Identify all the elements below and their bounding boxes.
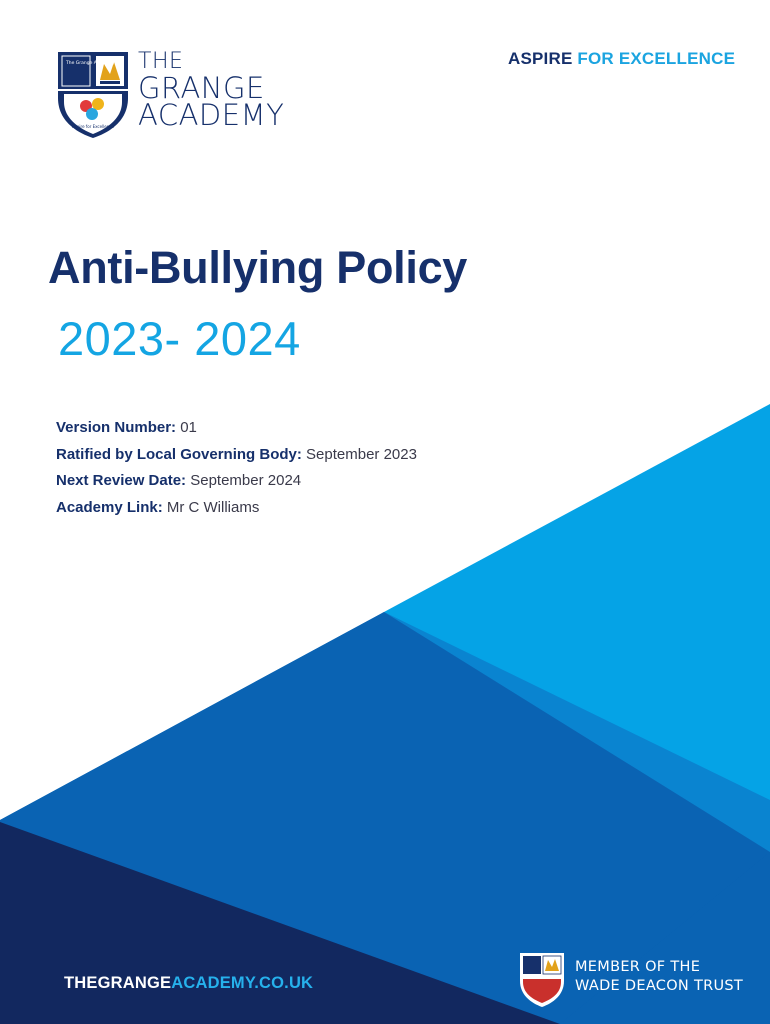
crest-text: The Grange Academy <box>66 61 115 66</box>
policy-title: Anti-Bullying Policy <box>48 242 468 293</box>
tagline <box>508 49 735 69</box>
wordmark-grange: GRANGE <box>138 71 265 105</box>
meta-value: 01 <box>176 419 197 436</box>
trust-line-1: MEMBER OF THE <box>575 959 701 975</box>
website-link[interactable] <box>64 974 313 993</box>
policy-years: 2023- 2024 <box>58 312 301 365</box>
meta-value: September 2024 <box>186 472 302 489</box>
website-part-2: ACADEMY.CO.UK <box>171 974 314 992</box>
meta-value: September 2023 <box>301 445 417 463</box>
meta-label: Next Review Date: <box>56 472 187 489</box>
grange-academy-crest-icon <box>56 50 130 140</box>
policy-meta <box>56 418 417 524</box>
trust-line-2: WADE DEACON TRUST <box>575 978 744 994</box>
meta-label: Ratified by Local Governing Body: <box>56 445 302 463</box>
meta-row-link <box>56 498 417 525</box>
wordmark-the: THE <box>138 49 184 74</box>
tagline-excellence: FOR EXCELLENCE <box>572 49 736 68</box>
crest-motto: Aspire for Excellence <box>72 124 114 129</box>
wade-deacon-trust-crest-icon <box>518 951 566 1009</box>
wordmark-academy: ACADEMY <box>138 98 285 132</box>
meta-row-version <box>56 418 417 445</box>
tagline-aspire: ASPIRE <box>508 49 573 68</box>
meta-label: Version Number: <box>56 419 177 436</box>
meta-value: Mr C Williams <box>162 498 260 516</box>
meta-row-ratified <box>56 445 417 472</box>
trust-membership <box>575 958 743 996</box>
meta-row-review <box>56 471 417 498</box>
academy-wordmark <box>138 48 285 132</box>
website-part-1: THEGRANGE <box>64 974 172 992</box>
meta-label: Academy Link: <box>56 498 163 516</box>
